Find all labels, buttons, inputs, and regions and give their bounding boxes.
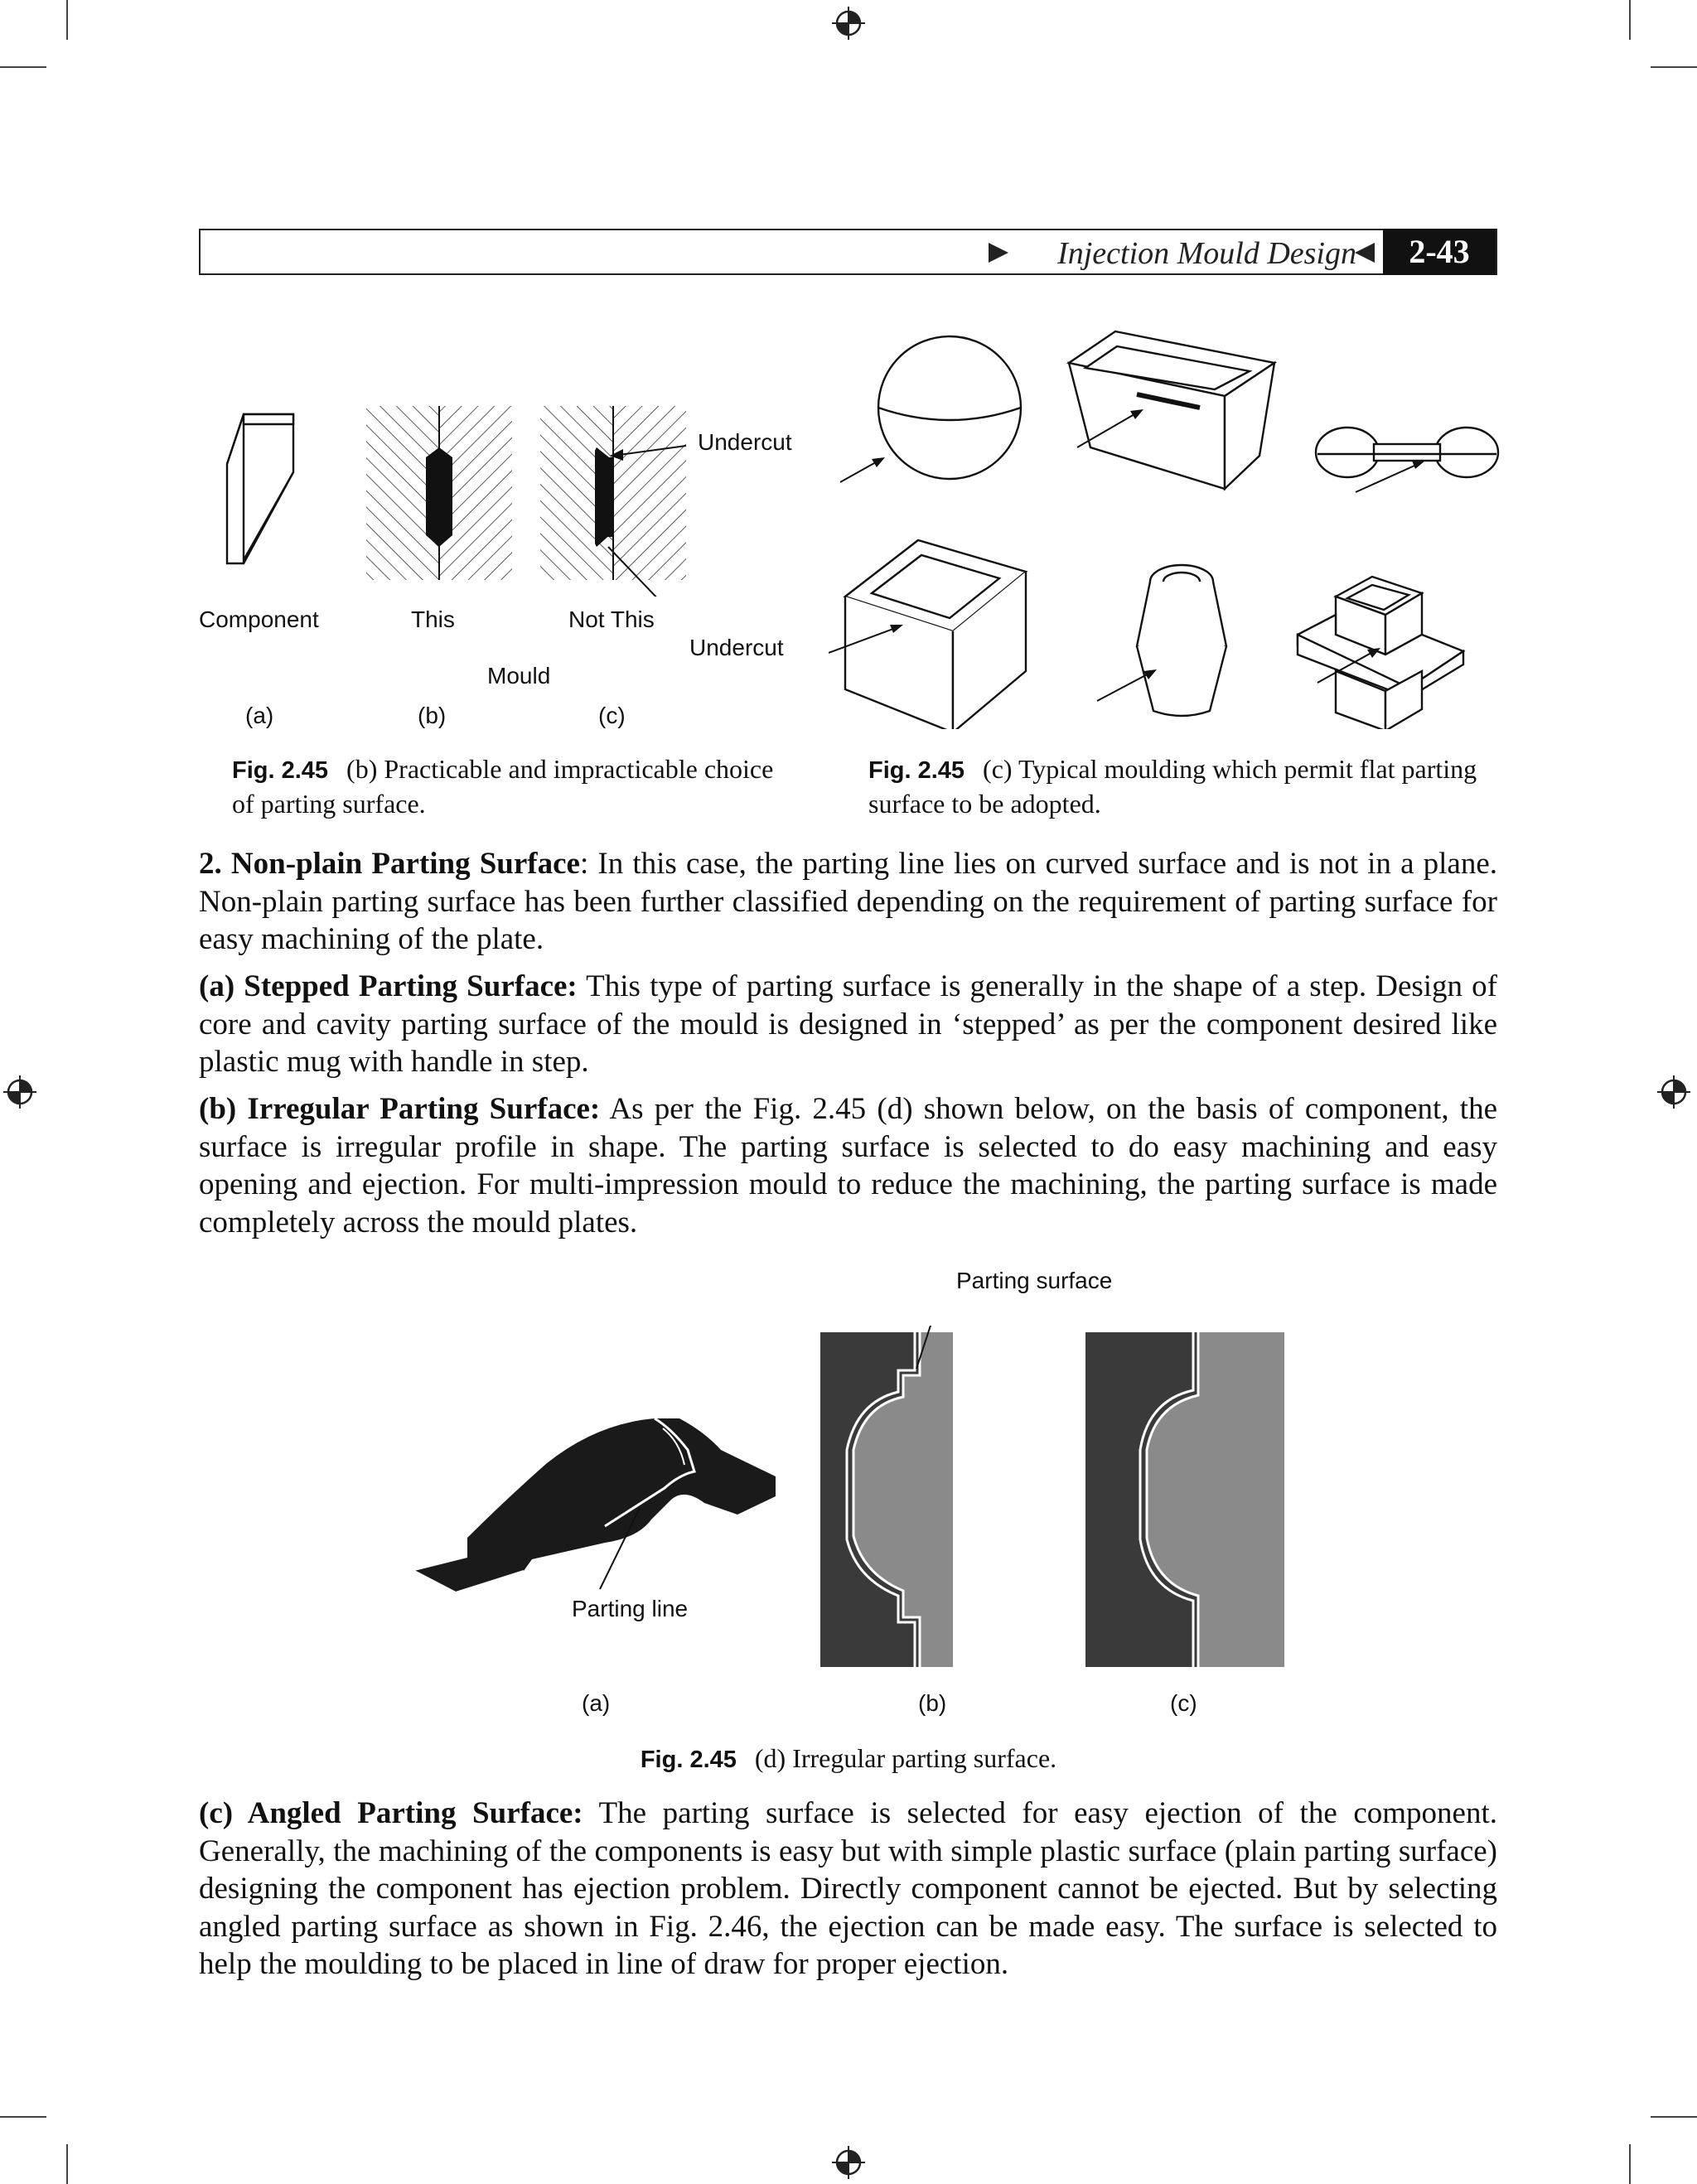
figure-parting-choice (199, 389, 829, 597)
paragraph-angled (199, 1795, 1497, 1983)
sphere-moulding (878, 336, 1021, 479)
mould-this (366, 406, 512, 580)
label-parting-line: Parting line (572, 1596, 689, 1621)
crop-mark (66, 2144, 68, 2184)
triangle-left-icon (1355, 243, 1375, 263)
component-plate (227, 414, 293, 563)
label-sub-b: (b) (418, 703, 447, 728)
label-sub-c: (c) (1170, 1690, 1197, 1716)
paragraph-heading: 2. Non-plain Parting Surface (199, 847, 580, 881)
caption-fig-number: Fig. 2.45 (868, 757, 965, 784)
paragraph-irregular (199, 1090, 1497, 1241)
caption-text: (d) Irregular parting surface. (754, 1743, 1057, 1773)
label-component: Component (199, 606, 319, 632)
registration-mark-icon (832, 7, 865, 40)
header-title: Injection Mould Design (1057, 236, 1356, 271)
caption-fig-b (232, 752, 779, 820)
label-this: This (411, 606, 455, 632)
crop-mark (1629, 0, 1631, 40)
double-cone-moulding (1137, 565, 1226, 716)
paragraph-heading: (b) Irregular Parting Surface: (199, 1092, 601, 1126)
label-sub-b: (b) (918, 1690, 947, 1716)
label-undercut-top: Undercut (698, 429, 792, 455)
crop-mark (66, 0, 68, 40)
crop-mark (1651, 2116, 1697, 2118)
page-number: 2-43 (1383, 229, 1496, 275)
triangle-right-icon (989, 243, 1008, 263)
mould-section-stepped (820, 1326, 953, 1667)
tray-moulding (1069, 331, 1274, 489)
crop-mark (0, 66, 46, 68)
stepped-block-moulding (1298, 577, 1463, 729)
paragraph-body: : In this case, the parting line lies on curved surface and is not in a plane. Non-plain parting surface has been further classified depending on the requirement of parting surface for easy machining of the plate. (199, 847, 1498, 956)
registration-mark-icon (3, 1075, 36, 1109)
caption-fig-c (868, 752, 1498, 820)
figure-typical-mouldings (829, 323, 1508, 729)
paragraph-body: As per the Fig. 2.45 (d) shown below, on the basis of component, the surface is irregular profile in shape. The parting surface is selected to do easy machining and easy opening and ejection. For multi-impression mould to reduce the machining, the parting surface is made completely across the mould plates. (199, 1092, 1497, 1239)
label-sub-c: (c) (598, 703, 626, 728)
paragraph-heading: (a) Stepped Parting Surface: (199, 969, 578, 1003)
crop-mark (1651, 66, 1697, 68)
paragraph-body: The parting surface is selected for easy ejection of the component. Generally, the machining of the components is easy but with simple plastic surface (plain parting surface) designing the component has ejection problem. Directly component cannot be ejected. But by selecting angled parting surface as shown in Fig. 2.46, the ejection can be made easy. The surface is selected to help the moulding to be placed in line of draw for proper ejection. (199, 1796, 1497, 1981)
label-sub-a: (a) (245, 703, 274, 728)
label-undercut-bottom: Undercut (689, 635, 784, 660)
crop-mark (0, 2116, 46, 2118)
label-parting-surface: Parting surface (956, 1268, 1113, 1293)
registration-mark-icon (832, 2146, 865, 2179)
caption-fig-d (0, 1742, 1697, 1776)
caption-fig-number: Fig. 2.45 (232, 757, 329, 784)
paragraph-body: This type of parting surface is generally in the shape of a step. Design of core and cavity parting surface of the mould is designed in ‘stepped’ as per the component desired like plastic mug with handle in step. (199, 969, 1497, 1079)
paragraph-stepped (199, 968, 1497, 1081)
mould-section-curved (1085, 1332, 1284, 1667)
caption-fig-number: Fig. 2.45 (640, 1747, 737, 1773)
running-header (199, 229, 1497, 275)
label-sub-a: (a) (582, 1690, 611, 1716)
mould-not-this (540, 406, 686, 580)
registration-mark-icon (1657, 1075, 1690, 1109)
caption-text: (c) Typical moulding which permit flat parting surface to be adopted. (868, 754, 1477, 819)
label-not-this: Not This (568, 606, 655, 632)
caption-text: (b) Practicable and impracticable choice of parting surface. (232, 754, 774, 819)
paragraph-heading: (c) Angled Parting Surface: (199, 1796, 583, 1830)
crop-mark (1629, 2144, 1631, 2184)
figure-irregular-parting (406, 1326, 1301, 1674)
handle-component (414, 1418, 776, 1592)
paragraph-non-plain (199, 845, 1497, 959)
rounded-box-moulding (845, 540, 1026, 729)
label-mould: Mould (487, 663, 551, 689)
